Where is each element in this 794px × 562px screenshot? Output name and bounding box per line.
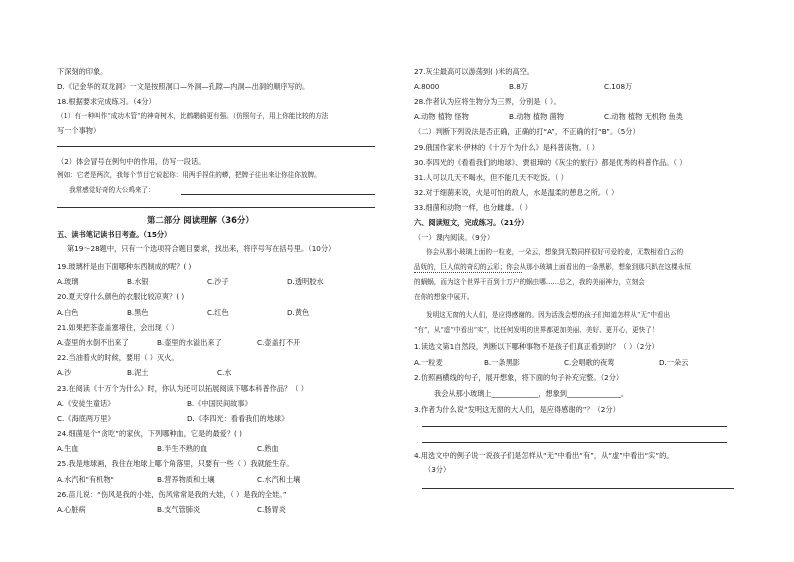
option[interactable]: A.生血 (57, 444, 79, 453)
judge-29: 29.俄国作家米·伊林的《十万个为什么》是科普读物。（ ） (414, 143, 599, 152)
option[interactable]: A.沙 (57, 368, 72, 377)
option[interactable]: B.水银 (127, 277, 149, 286)
option[interactable]: A.白色 (57, 308, 79, 317)
option[interactable]: A.8000 (414, 82, 440, 91)
instruction-text: 第19～28题中，只有一个选项符合题目要求，找出来，将序号写在括号里。（10分） (67, 244, 336, 253)
answer-line[interactable] (422, 442, 727, 443)
option[interactable]: D.黄色 (287, 308, 310, 317)
text-line: 下深刻的印象。 (57, 67, 108, 76)
option[interactable]: A.玻璃 (57, 277, 79, 286)
options-row (57, 400, 252, 407)
option[interactable]: B.壶里的水溢出来了 (157, 338, 222, 347)
section-two-heading: （二）判断下列说法是否正确，正确的打“A”，不正确的打“B”。（5分） (414, 127, 640, 136)
options-row (57, 278, 324, 285)
question-26: 26.苗儿说：“伤风是我的小娃，伤风常常是我的大娃，（ ）是我的全娃。” (57, 490, 287, 499)
options-row (57, 476, 300, 483)
option[interactable]: C.《海底两万里》 (57, 414, 115, 423)
passage-line: 你会从那小玻璃上面的一粒麦，一朵云，想象到无数同样很好可爱的麦，无数相看白云的 (426, 248, 684, 256)
judge-31: 31.人可以几天不喝水，但不能几天不吃饭。（ ） (414, 173, 568, 182)
answer-line[interactable] (57, 207, 375, 208)
option[interactable]: C.动物 植物 无机物 鱼类 (604, 112, 683, 121)
option[interactable]: C.沙子 (207, 277, 229, 286)
score-note: （3分） (424, 465, 451, 474)
question-27: 27.灰尘最高可以游荡到( )米的高空。 (414, 67, 534, 76)
option[interactable]: A.壶里的水倒不出来了 (57, 338, 129, 347)
option[interactable]: B.一条黑影 (484, 358, 520, 367)
section-five-heading: 五、读书笔记读书日考查。（15分） (57, 230, 172, 239)
judge-30: 30.李四光的《看看我们的地球》、贾祖璋的《灰尘的旅行》都是优秀的科普作品。（ ） (414, 158, 687, 167)
passage-line: 在你的想象中展开。 (414, 293, 474, 301)
option[interactable]: A.水汽和"有机物" (57, 475, 114, 484)
reading-question-2: 2.仿照画横线的句子，展开想象，将下面的句子补充完整。（2分） (414, 373, 624, 382)
options-row (414, 359, 688, 366)
options-row (57, 369, 232, 376)
option[interactable]: C.会唱歌的夜莺 (564, 358, 615, 367)
option[interactable]: A.心脏病 (57, 505, 86, 514)
text-line: D.《记金华的双龙洞》一文是按照洞口—外洞—孔隙—内洞—出洞的顺序写的。 (57, 82, 310, 91)
option[interactable]: B.《中国民间故事》 (187, 399, 252, 408)
options-row (57, 415, 288, 422)
option[interactable]: D.透明胶水 (287, 277, 324, 286)
option[interactable]: B.支气管肺炎 (157, 505, 201, 514)
text-line: （2）体会冒号在例句中的作用，仿写一段话。 (57, 157, 206, 166)
options-row (57, 506, 286, 513)
option[interactable]: A.《安徒生童话》 (57, 399, 115, 408)
reading-question-4: 4.用选文中的例子说一说孩子们是怎样从“无”中看出“有”，从“虚”中看出“实”的。 (414, 451, 674, 460)
answer-line[interactable] (57, 146, 375, 147)
section-six-heading: 六、阅读短文，完成练习。（21分） (414, 218, 529, 227)
option[interactable]: C.肠胃炎 (257, 505, 286, 514)
answer-line[interactable] (422, 488, 734, 489)
passage-line: 的蜗蜗，而为这个世界干百到十万户的蜗虫哪……总之，我的美丽神力，立刻会 (414, 278, 645, 286)
reading-question-1: 1.读选文第1自然段，判断以下哪种事物不是孩子们真正看到的？（ ）（2分） (414, 342, 659, 351)
option[interactable]: B.8万 (509, 82, 528, 91)
option[interactable]: C.108万 (604, 82, 633, 91)
option[interactable]: B.营养物质和土壤 (157, 475, 215, 484)
option[interactable]: B.黑色 (127, 308, 149, 317)
option[interactable]: C.水汽和土壤 (257, 475, 301, 484)
part-two-title: 第二部分 阅读理解（36分） (147, 215, 254, 225)
option[interactable]: C.熟血 (257, 444, 279, 453)
option[interactable]: A.一粒麦 (414, 358, 443, 367)
options-row (414, 113, 683, 120)
judge-33: 33.细菌和动物一样，也分雌雄。（ ） (414, 203, 532, 212)
option[interactable]: C.水 (217, 368, 232, 377)
option[interactable]: D.《李四光：看看我们的地球》 (187, 414, 289, 423)
passage-line: “有”，从“虚”中看出“实”，比任何发明的世界都更加美丽、美好、更开心，更快了！ (414, 326, 659, 334)
example-text: 例如：它老是两次，我每个节目它说起你：用两手捏住的蟒，把牌子往出来让你往你放牌。 (57, 171, 321, 179)
options-row (57, 309, 309, 316)
text-line: （1）有一种叫作“成功木管”的神奇树木，比鹤鹕鸫更有强。（仿照句子，用上你能比较的方法 (57, 112, 329, 120)
option[interactable]: C.红色 (207, 308, 229, 317)
option[interactable]: B.半生不熟的血 (157, 444, 208, 453)
subsection-heading: （一）课内阅读。（9分） (414, 233, 495, 242)
passage-line: 发明这无窗的大人们，是应得感谢的。因为活泼会想的孩子们知道怎样从“无”中看出 (426, 311, 671, 319)
question-22: 22.当油着火的时候，要用（ ）灭火。 (57, 353, 179, 362)
option[interactable]: C.壶盖打不开 (257, 338, 301, 347)
passage-line: 品妩的，巨人似的奇幻的云彩；你会从那小玻璃上面看出的一条黑影，想象到那只趴在这棵永恒 (414, 263, 691, 271)
question-20: 20.夏天穿什么颜色的衣服比较凉爽？( ) (57, 292, 185, 301)
question-24: 24.细菌是个“贪吃”的家伙，下列哪种血，它是的最爱？( ) (57, 429, 242, 438)
judge-32: 32.对于细菌来说，火是可怕的敌人，水是温柔的憩息之所。（ ） (414, 188, 619, 197)
text-line: 写一个事物） (57, 126, 101, 135)
question-25: 25.我是地球画，我住在地球上哪个角落里，只要有一些（ ）我就能生存。 (57, 459, 294, 468)
question-28: 28.作者认为应将生物分为三界，分别是（ ）。 (414, 97, 561, 106)
option[interactable]: D.一朵云 (659, 358, 689, 367)
reading-question-3: 3.作者为什么说“发明这无窗的大人们，是应得感谢的”？（2分） (414, 405, 620, 414)
answer-line[interactable] (181, 194, 375, 195)
question-19: 19.玻璃杆是由下面哪种东西制成的呢？( ) (57, 262, 192, 271)
prompt-text: 我常感觉好奇的大公鸡来了： (69, 186, 155, 194)
fill-in-sentence[interactable]: 我会从那小玻璃上_____________，想象到_______________。 (434, 389, 629, 398)
wavy-underline (414, 272, 522, 273)
question-21: 21.如果把茶壶盖塞堵住，会出现（ ） (57, 323, 179, 332)
options-row (57, 445, 279, 452)
options-row (57, 339, 300, 346)
question-18: 18.根据要求完成练习。（4分） (57, 97, 156, 106)
question-23: 23.在阅读《十万个为什么》时，你认为还可以拓展阅读下哪本科普作品？（ ） (57, 384, 308, 393)
option[interactable]: B.动物 植物 菌物 (509, 112, 564, 121)
option[interactable]: A.动物 植物 怪物 (414, 112, 469, 121)
option[interactable]: B.泥土 (127, 368, 149, 377)
answer-line[interactable] (422, 426, 727, 427)
options-row (414, 83, 632, 90)
